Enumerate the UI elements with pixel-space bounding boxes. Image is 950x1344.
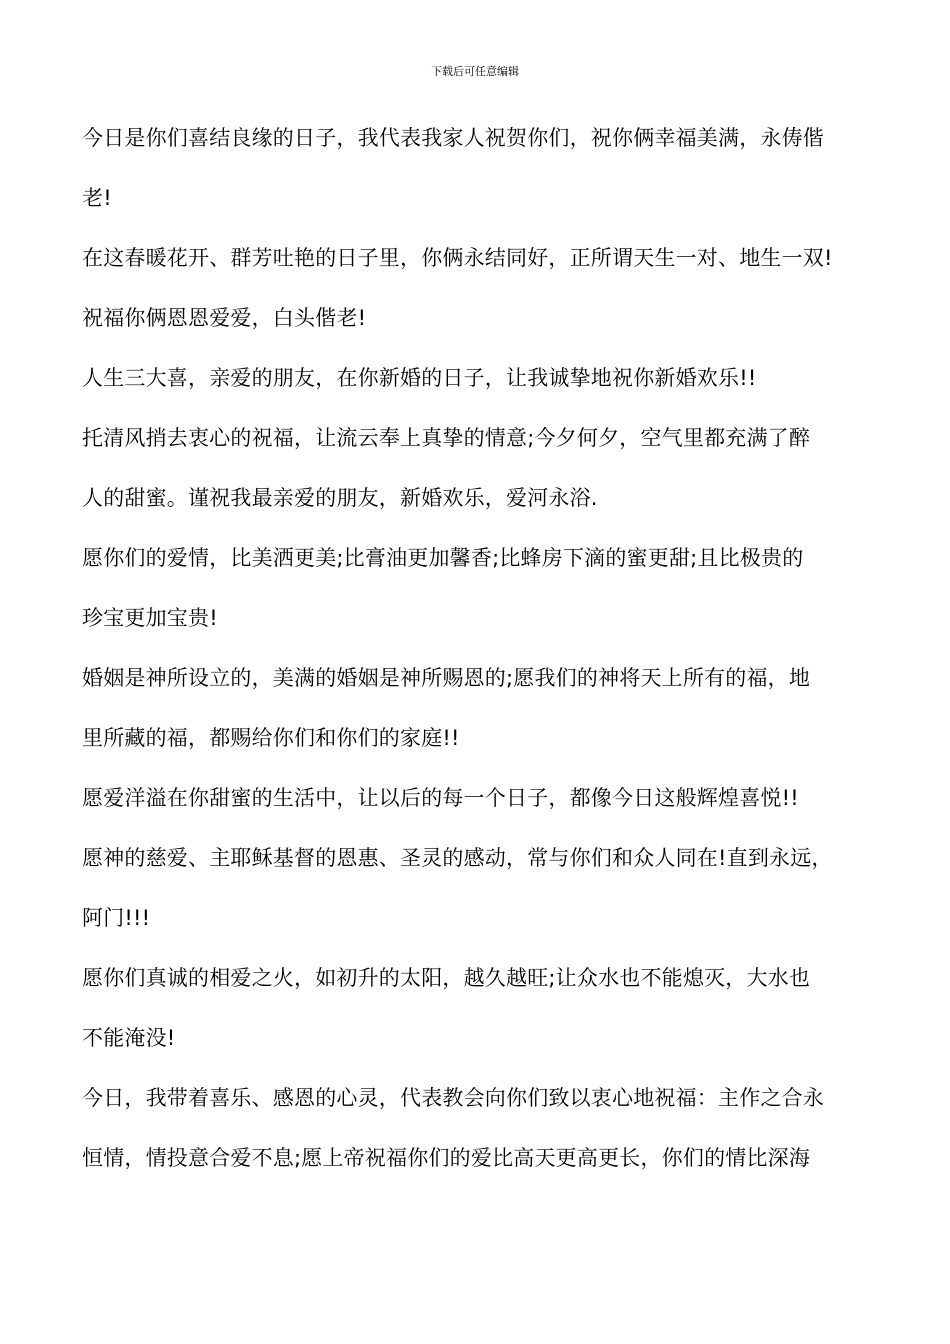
text-line-4: 祝福你俩恩恩爱爱，白头偕老! [82, 306, 367, 330]
text-line-11: 里所藏的福，都赐给你们和你们的家庭!! [82, 726, 460, 750]
text-line-15: 愿你们真诚的相爱之火，如初升的太阳，越久越旺;让众水也不能熄灭，大水也 [82, 966, 811, 990]
text-line-5: 人生三大喜，亲爱的朋友，在你新婚的日子，让我诚挚地祝你新婚欢乐!! [82, 366, 757, 390]
text-line-14: 阿门!!! [82, 906, 151, 930]
text-line-9: 珍宝更加宝贵! [82, 606, 218, 630]
text-line-2: 老! [82, 186, 112, 210]
text-line-16: 不能淹没! [82, 1026, 176, 1050]
document-body [82, 108, 882, 1188]
text-line-18: 恒情，情投意合爱不息;愿上帝祝福你们的爱比高天更高更长，你们的情比深海 [82, 1146, 811, 1170]
text-line-17: 今日，我带着喜乐、感恩的心灵，代表教会向你们致以衷心地祝福：主作之合永 [82, 1086, 824, 1110]
page-header-note: 下载后可任意编辑 [431, 65, 519, 78]
text-line-6: 托清风捎去衷心的祝福，让流云奉上真挚的情意;今夕何夕，空气里都充满了醉 [82, 426, 811, 450]
text-line-10: 婚姻是神所设立的，美满的婚姻是神所赐恩的;愿我们的神将天上所有的福，地 [82, 666, 811, 690]
text-line-3: 在这春暖花开、群芳吐艳的日子里，你俩永结同好，正所谓天生一对、地生一双! [82, 246, 833, 270]
text-line-1: 今日是你们喜结良缘的日子，我代表我家人祝贺你们，祝你俩幸福美满，永俦偕 [82, 126, 824, 150]
text-line-8: 愿你们的爱情，比美洒更美;比膏油更加馨香;比蜂房下滴的蜜更甜;且比极贵的 [82, 546, 804, 570]
text-line-7: 人的甜蜜。谨祝我最亲爱的朋友，新婚欢乐，爱河永浴. [82, 486, 598, 510]
text-line-12: 愿爱洋溢在你甜蜜的生活中，让以后的每一个日子，都像今日这般辉煌喜悦!! [82, 786, 799, 810]
text-line-13: 愿神的慈爱、主耶稣基督的恩惠、圣灵的感动，常与你们和众人同在!直到永远， [82, 846, 833, 870]
